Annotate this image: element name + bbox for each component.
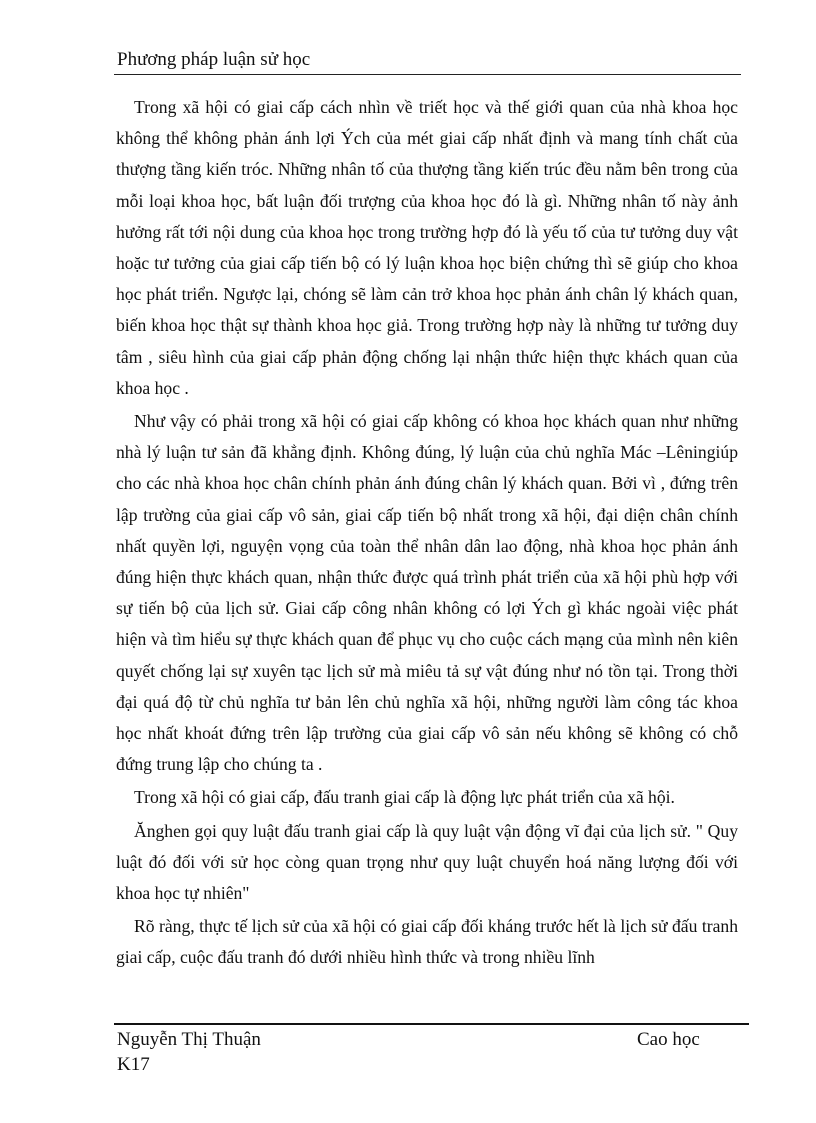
paragraph: Rõ ràng, thực tế lịch sử của xã hội có giai cấp đối kháng trước hết là lịch sử đấu tranh giai cấp, cuộc đấu tranh đó dưới nhiều hình thức và trong nhiều lĩnh [116,916,738,968]
paragraph: Ănghen gọi quy luật đấu tranh giai cấp là quy luật vận động vĩ đại của lịch sử. " Quy luật đó đối với sử học còng quan trọng như quy luật chuyển hoá năng lượng đối với khoa học tự nhiên" [116,820,738,904]
paragraph: Trong xã hội có giai cấp cách nhìn về triết học và thế giới quan của nhà khoa học không thể không phản ánh lợi Ých của mét giai cấp nhất định và mang tính chất của thượng tầng kiến tróc. Những nhân tố của thượng tầng kiến trúc đều nằm bên trong của mỗi loại khoa học, bất luận đối trượng của khoa học đó là gì. Những nhân tố này ảnh hưởng rất tới nội dung của khoa học trong trường hợp đó là yếu tố của tư tưởng duy vật hoặc tư tưởng của giai cấp tiến bộ có lý luận khoa học biện chứng thì sẽ giúp cho khoa học phát triển. Ngược lại, chóng sẽ làm cản trở khoa học phản ánh chân lý khách quan, biến khoa học thật sự thành khoa học giả. Trong trường hợp này là những tư tưởng duy tâm , siêu hình của giai cấp phản động chống lại nhận thức hiện thực khách quan của khoa học . [116,97,738,398]
paragraph: Trong xã hội có giai cấp, đấu tranh giai cấp là động lực phát triển của xã hội. [134,787,675,808]
footer-degree: Cao học [637,1029,700,1050]
footer-divider [114,1023,749,1025]
footer-author: Nguyễn Thị Thuận [117,1029,261,1050]
paragraph: Như vậy có phải trong xã hội có giai cấp không có khoa học khách quan như những nhà lý luận tư sản đã khẳng định. Không đúng, lý luận của chủ nghĩa Mác –Lêningiúp cho các nhà khoa học chân chính phản ánh đúng chân lý khách quan. Bởi vì , đứng trên lập trường của giai cấp vô sản, giai cấp tiến bộ nhất trong xã hội, đại diện chân chính nhất quyền lợi, nguyện vọng của toàn thể nhân dân lao động, nhà khoa học phản ánh đúng hiện thực khách quan, nhận thức được quá trình phát triển của xã hội phù hợp với sự tiến bộ của lịch sử. Giai cấp công nhân không có lợi Ých gì khác ngoài việc phát hiện và tìm hiểu sự thực khách quan để phục vụ cho cuộc cách mạng của mình nên kiên quyết chống lại sự xuyên tạc lịch sử mà miêu tả sự vật đúng như nó tồn tại. Trong thời đại quá độ từ chủ nghĩa tư bản lên chủ nghĩa xã hội, những người làm công tác khoa học nhất khoát đứng trên lập trường của giai cấp vô sản nếu không sẽ không có chỗ đứng trung lập cho chúng ta . [116,411,738,775]
footer-class: K17 [117,1054,150,1075]
header-divider [114,74,741,75]
page-header-title: Phương pháp luận sử học [117,49,311,70]
body-text [116,92,738,974]
